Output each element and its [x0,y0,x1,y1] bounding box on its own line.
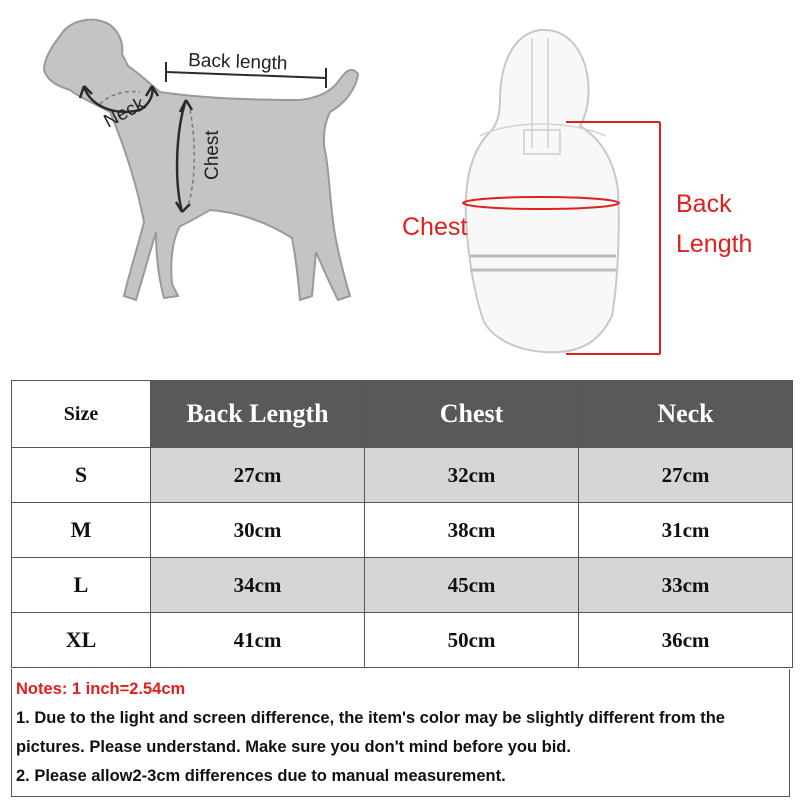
coat-label-back: Back [676,190,732,218]
chest-cell: 45cm [365,558,579,613]
size-cell: XL [12,613,151,668]
back-length-cell: 30cm [151,503,365,558]
neck-cell: 31cm [579,503,793,558]
note-line: pictures. Please understand. Make sure you don't mind before you bid. [16,738,571,756]
header-back-length: Back Length [151,381,365,448]
dog-label-back-length: Back length [187,50,288,75]
dog-label-neck: Neck [100,93,149,133]
table-row [12,558,793,613]
note-line: 1. Due to the light and screen difference, the item's color may be slightly different from the [16,709,725,727]
notes-box [11,669,790,797]
size-chart-table [11,380,793,668]
neck-cell: 27cm [579,448,793,503]
note-line: 2. Please allow2-3cm differences due to manual measurement. [16,767,506,785]
back-length-cell: 41cm [151,613,365,668]
notes-title: Notes: 1 inch=2.54cm [16,680,186,698]
header-neck: Neck [579,381,793,448]
back-length-cell: 27cm [151,448,365,503]
chest-cell: 38cm [365,503,579,558]
neck-cell: 33cm [579,558,793,613]
table-header-row [12,381,793,448]
measurement-diagram [0,0,800,378]
coat-label-chest: Chest [402,213,468,241]
chest-cell: 32cm [365,448,579,503]
back-length-cell: 34cm [151,558,365,613]
chest-cell: 50cm [365,613,579,668]
header-size: Size [12,381,151,448]
header-chest: Chest [365,381,579,448]
size-cell: S [12,448,151,503]
neck-cell: 36cm [579,613,793,668]
table-row [12,503,793,558]
size-cell: L [12,558,151,613]
size-cell: M [12,503,151,558]
illustrations [0,0,800,378]
raincoat-outline [466,30,619,352]
dog-label-chest: Chest [202,130,223,180]
table-row [12,613,793,668]
table-row [12,448,793,503]
coat-label-length: Length [676,230,753,258]
